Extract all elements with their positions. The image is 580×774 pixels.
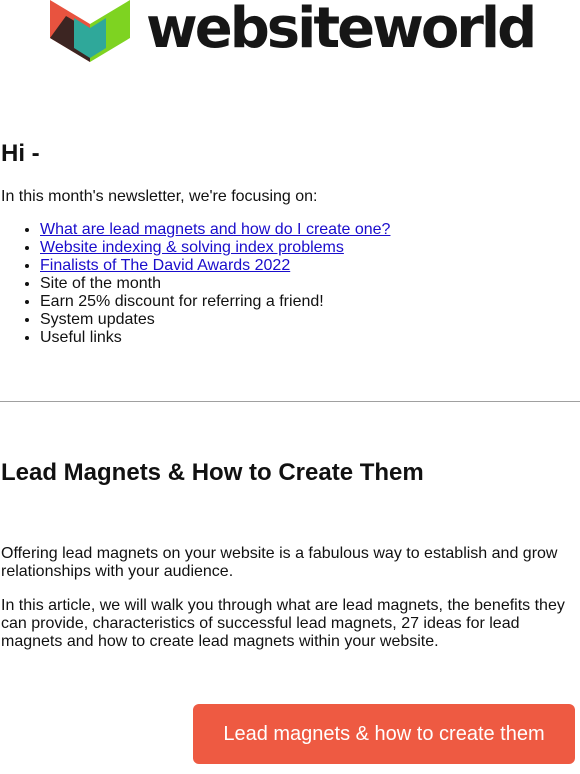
list-item bbox=[40, 293, 390, 311]
article-title: Lead Magnets & How to Create Them bbox=[1, 459, 424, 486]
topic-link-website-indexing[interactable]: Website indexing & solving index problems bbox=[40, 239, 344, 256]
topic-list bbox=[0, 221, 390, 347]
list-item bbox=[40, 329, 390, 347]
logo-wordmark[interactable]: websiteworld bbox=[146, 0, 535, 61]
topic-system-updates: System updates bbox=[40, 311, 155, 328]
list-item bbox=[40, 221, 390, 239]
intro-text: In this month's newsletter, we're focusing on: bbox=[1, 188, 318, 205]
website-world-logo-icon[interactable] bbox=[50, 0, 130, 62]
list-item bbox=[40, 275, 390, 293]
topic-site-of-the-month: Site of the month bbox=[40, 275, 161, 292]
topic-useful-links: Useful links bbox=[40, 329, 122, 346]
article-paragraph: Offering lead magnets on your website is a fabulous way to establish and grow relationships with your audience. bbox=[1, 545, 558, 580]
header bbox=[0, 0, 580, 66]
list-item bbox=[40, 239, 390, 257]
topic-link-lead-magnets[interactable]: What are lead magnets and how do I create one? bbox=[40, 221, 391, 238]
section-divider bbox=[0, 401, 580, 402]
topic-referral-discount: Earn 25% discount for referring a friend! bbox=[40, 293, 324, 310]
topic-link-david-awards[interactable]: Finalists of The David Awards 2022 bbox=[40, 257, 291, 274]
greeting: Hi - bbox=[1, 140, 40, 167]
read-article-button[interactable]: Lead magnets & how to create them bbox=[193, 704, 575, 764]
article-paragraph: In this article, we will walk you through what are lead magnets, the benefits they can provide, characteristics of successful lead magnets, 27 ideas for lead magnets and how to create lead magnets within your website. bbox=[1, 597, 565, 650]
list-item bbox=[40, 311, 390, 329]
list-item bbox=[40, 257, 390, 275]
